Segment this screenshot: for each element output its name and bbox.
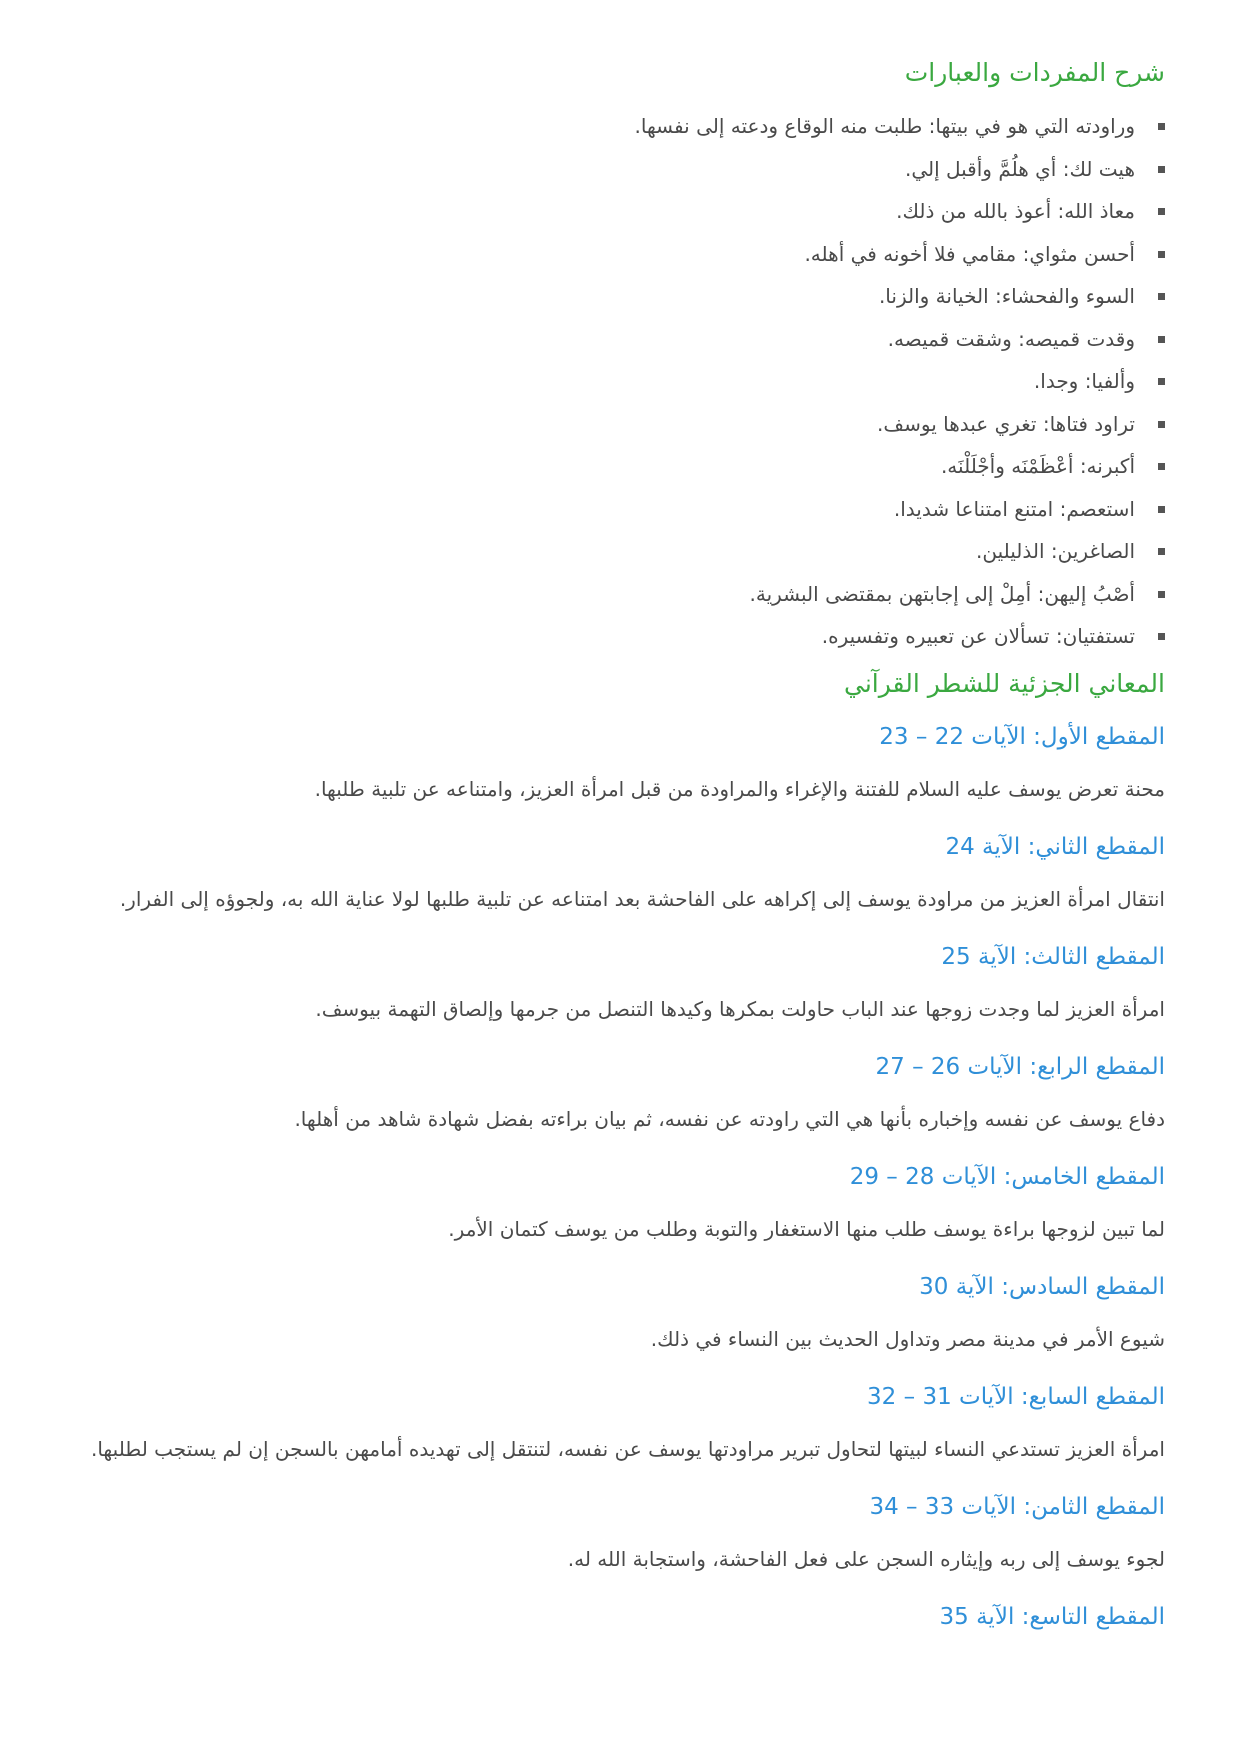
- segment-title: المقطع الثالث: الآية 25: [941, 943, 1165, 970]
- square-bullet-icon: [1158, 166, 1165, 173]
- meanings-section-title: المعاني الجزئية للشطر القرآني: [844, 668, 1165, 698]
- vocabulary-item-text: تستفتيان: تسألان عن تعبيره وتفسيره.: [821, 624, 1135, 648]
- segment-text: شيوع الأمر في مدينة مصر وتداول الحديث بين النساء في ذلك.: [650, 1326, 1165, 1351]
- vocabulary-item: [60, 615, 1165, 658]
- segment-title: المقطع الثامن: الآيات 33 – 34: [869, 1493, 1165, 1520]
- square-bullet-icon: [1158, 208, 1165, 215]
- segment-1: [60, 710, 1165, 820]
- vocabulary-item: [60, 573, 1165, 616]
- square-bullet-icon: [1158, 123, 1165, 130]
- segment-2: [60, 820, 1165, 930]
- vocabulary-item-text: أحسن مثواي: مقامي فلا أخونه في أهله.: [804, 241, 1135, 266]
- segment-6: [60, 1260, 1165, 1370]
- vocabulary-item-text: استعصم: امتنع امتناعا شديدا.: [893, 496, 1135, 521]
- vocabulary-item: [60, 318, 1165, 361]
- vocabulary-item: [60, 403, 1165, 446]
- segment-text: امرأة العزيز لما وجدت زوجها عند الباب حاولت بمكرها وكيدها التنصل من جرمها وإلصاق التهمة بيوسف.: [315, 996, 1165, 1021]
- segment-text: انتقال امرأة العزيز من مراودة يوسف إلى إكراهه على الفاحشة بعد امتناعه عن تلبية طلبها لولا عناية الله به، ولجوؤه إلى الفرار.: [119, 886, 1165, 911]
- segment-9: [60, 1590, 1165, 1634]
- segment-3: [60, 930, 1165, 1040]
- vocabulary-item-text: وراودته التي هو في بيتها: طلبت منه الوقاع ودعته إلى نفسها.: [634, 114, 1135, 138]
- square-bullet-icon: [1158, 633, 1165, 640]
- segment-title: المقطع التاسع: الآية 35: [939, 1603, 1165, 1630]
- segment-4: [60, 1040, 1165, 1150]
- segment-7: [60, 1370, 1165, 1480]
- vocabulary-item: [60, 530, 1165, 573]
- segment-8: [60, 1480, 1165, 1590]
- vocabulary-section-title: شرح المفردات والعبارات: [904, 58, 1165, 87]
- square-bullet-icon: [1158, 336, 1165, 343]
- segment-title: المقطع الخامس: الآيات 28 – 29: [849, 1163, 1165, 1190]
- segment-text: محنة تعرض يوسف عليه السلام للفتنة والإغراء والمراودة من قبل امرأة العزيز، وامتناعه عن تلبية طلبها.: [314, 776, 1165, 801]
- vocabulary-item: [60, 275, 1165, 318]
- vocabulary-item-text: وقدت قميصه: وشقت قميصه.: [887, 326, 1135, 351]
- segment-title: المقطع الرابع: الآيات 26 – 27: [875, 1053, 1165, 1080]
- vocabulary-item: [60, 105, 1165, 148]
- vocabulary-item-text: معاذ الله: أعوذ بالله من ذلك.: [896, 199, 1135, 223]
- square-bullet-icon: [1158, 548, 1165, 555]
- segment-text: دفاع يوسف عن نفسه وإخباره بأنها هي التي راودته عن نفسه، ثم بيان براءته بفضل شهادة شاهد من أهلها.: [294, 1106, 1165, 1131]
- vocabulary-list: [60, 105, 1165, 658]
- vocabulary-item-text: الصاغرين: الذليلين.: [976, 539, 1135, 563]
- vocabulary-item-text: تراود فتاها: تغري عبدها يوسف.: [877, 411, 1135, 436]
- segment-title: المقطع الأول: الآيات 22 – 23: [879, 723, 1165, 750]
- vocabulary-item-text: وألفيا: وجدا.: [1033, 369, 1135, 393]
- square-bullet-icon: [1158, 506, 1165, 513]
- square-bullet-icon: [1158, 463, 1165, 470]
- segment-text: لما تبين لزوجها براءة يوسف طلب منها الاستغفار والتوبة وطلب من يوسف كتمان الأمر.: [448, 1216, 1165, 1241]
- segment-5: [60, 1150, 1165, 1260]
- vocabulary-item: [60, 445, 1165, 488]
- vocabulary-item: [60, 190, 1165, 233]
- square-bullet-icon: [1158, 421, 1165, 428]
- vocabulary-item-text: أكبرنه: أعْظَمْنَه وأجْلَلْنَه.: [940, 454, 1135, 478]
- vocabulary-item-text: هيت لك: أي هلُمَّ وأقبل إلي.: [904, 156, 1135, 181]
- square-bullet-icon: [1158, 293, 1165, 300]
- vocabulary-item: [60, 488, 1165, 531]
- square-bullet-icon: [1158, 251, 1165, 258]
- vocabulary-item: [60, 148, 1165, 191]
- segment-title: المقطع السابع: الآيات 31 – 32: [867, 1383, 1165, 1410]
- vocabulary-item: [60, 233, 1165, 276]
- segment-title: المقطع السادس: الآية 30: [919, 1273, 1165, 1300]
- segment-text: لجوء يوسف إلى ربه وإيثاره السجن على فعل الفاحشة، واستجابة الله له.: [567, 1546, 1165, 1571]
- vocabulary-item-text: أصْبُ إليهن: أمِلْ إلى إجابتهن بمقتضى البشرية.: [749, 581, 1135, 606]
- square-bullet-icon: [1158, 378, 1165, 385]
- vocabulary-item-text: السوء والفحشاء: الخيانة والزنا.: [878, 284, 1135, 308]
- segment-text: امرأة العزيز تستدعي النساء لبيتها لتحاول تبرير مراودتها يوسف عن نفسه، لتنتقل إلى تهديده أمامهن بالسجن إن لم يستجب لطلبها.: [90, 1436, 1165, 1461]
- vocabulary-item: [60, 360, 1165, 403]
- segment-title: المقطع الثاني: الآية 24: [945, 833, 1165, 860]
- square-bullet-icon: [1158, 591, 1165, 598]
